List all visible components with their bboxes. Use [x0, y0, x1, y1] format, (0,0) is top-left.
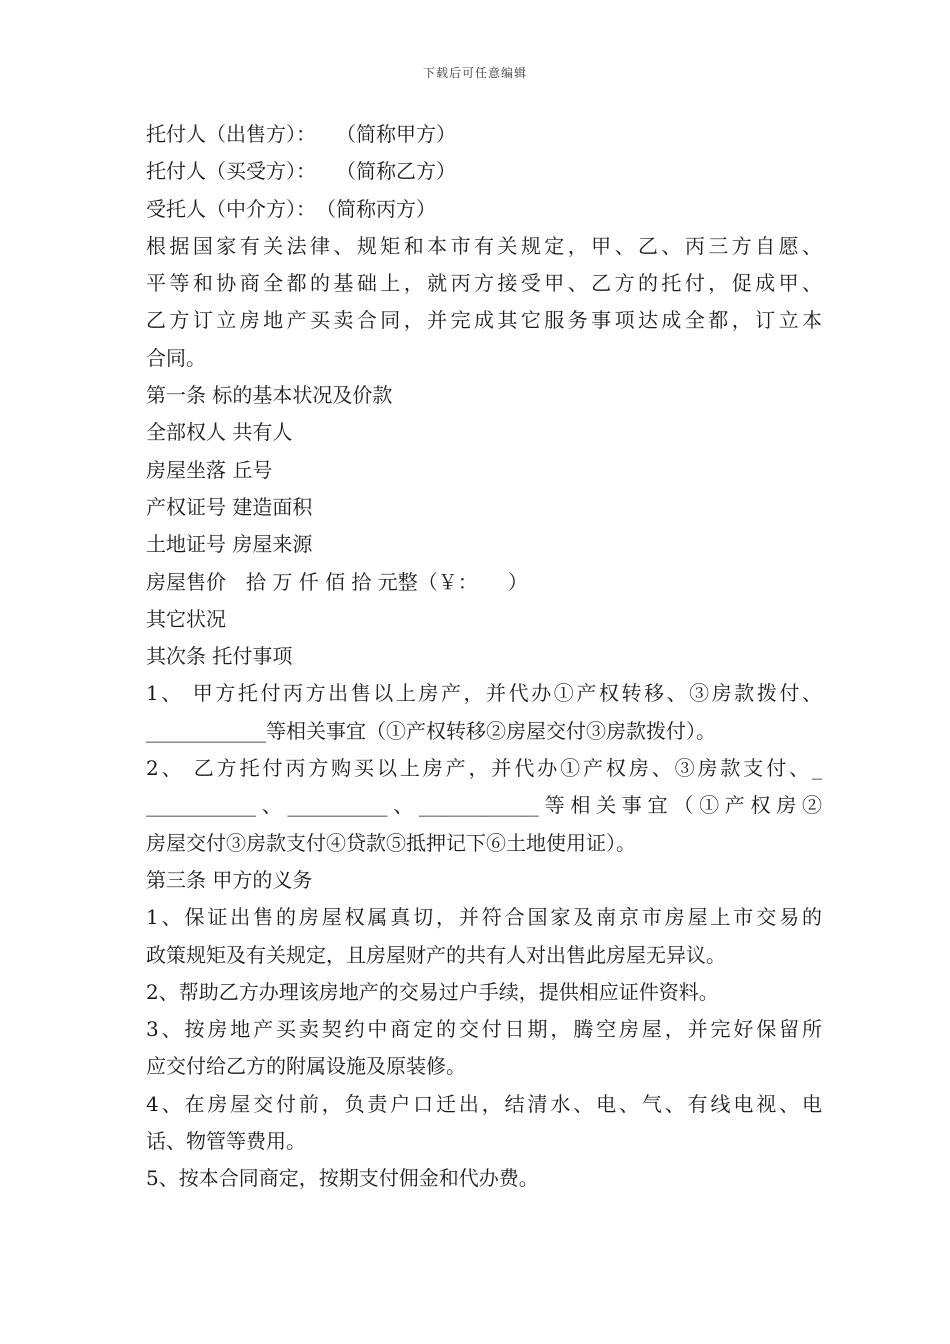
article-2-heading: 其次条 托付事项 [146, 644, 293, 669]
preamble-line-3: 乙方订立房地产买卖合同，并完成其它服务事项达成全都，订立本 [146, 308, 822, 333]
article-2-item-2-line-2: ___________、__________、____________等相关事宜（①产权房② [146, 793, 822, 818]
price-field-line: 房屋售价 拾 万 仟 佰 拾 元整（￥： ） [146, 569, 528, 594]
party-buyer-line: 托付人（买受方）： （简称乙方） [146, 159, 456, 184]
page-header-note: 下载后可任意编辑 [422, 66, 527, 80]
certificate-field-line: 产权证号 建造面积 [146, 494, 313, 519]
article-1-heading: 第一条 标的基本状况及价款 [146, 383, 393, 408]
article-3-item-1-line-1: 1、保证出售的房屋权属真切，并符合国家及南京市房屋上市交易的 [146, 905, 822, 930]
article-2-item-2-line-3: 房屋交付③房款支付④贷款⑤抵押记下⑥土地使用证）。 [146, 830, 636, 855]
article-3-item-1-line-2: 政策规矩及有关规定，且房屋财产的共有人对出售此房屋无异议。 [146, 942, 726, 967]
article-3-item-3-line-2: 应交付给乙方的附属设施及原装修。 [146, 1054, 466, 1079]
preamble-line-2: 平等和协商全都的基础上，就丙方接受甲、乙方的托付，促成甲、 [146, 271, 822, 296]
article-3-item-4-line-2: 话、物管等费用。 [146, 1129, 306, 1154]
party-agent-line: 受托人（中介方）： （简称丙方） [146, 196, 436, 221]
other-status-line: 其它状况 [146, 606, 226, 631]
article-3-heading: 第三条 甲方的义务 [146, 867, 313, 892]
preamble-line-4: 合同。 [146, 345, 206, 370]
contract-body [146, 116, 822, 1198]
article-2-item-2-line-1: 2、 乙方托付丙方购买以上房产，并代办①产权房、③房款支付、_ [146, 756, 822, 781]
article-3-item-2: 2、帮助乙方办理该房地产的交易过户手续，提供相应证件资料。 [146, 979, 719, 1004]
land-cert-field-line: 土地证号 房屋来源 [146, 532, 313, 557]
article-3-item-4-line-1: 4、在房屋交付前，负责户口迁出，结清水、电、气、有线电视、电 [146, 1091, 822, 1116]
article-3-item-3-line-1: 3、按房地产买卖契约中商定的交付日期，腾空房屋，并完好保留所 [146, 1017, 822, 1042]
preamble-line-1: 根据国家有关法律、规矩和本市有关规定，甲、乙、丙三方自愿、 [146, 233, 822, 258]
owner-field-line: 全部权人 共有人 [146, 420, 293, 445]
article-2-item-1-line-2: ____________等相关事宜（①产权转移②房屋交付③房款拨付）。 [146, 718, 716, 743]
party-seller-line: 托付人（出售方）： （简称甲方） [146, 122, 456, 146]
article-3-item-5: 5、按本合同商定，按期支付佣金和代办费。 [146, 1166, 539, 1191]
article-2-item-1-line-1: 1、 甲方托付丙方出售以上房产，并代办①产权转移、③房款拨付、 [146, 681, 822, 706]
location-field-line: 房屋坐落 丘号 [146, 457, 273, 482]
